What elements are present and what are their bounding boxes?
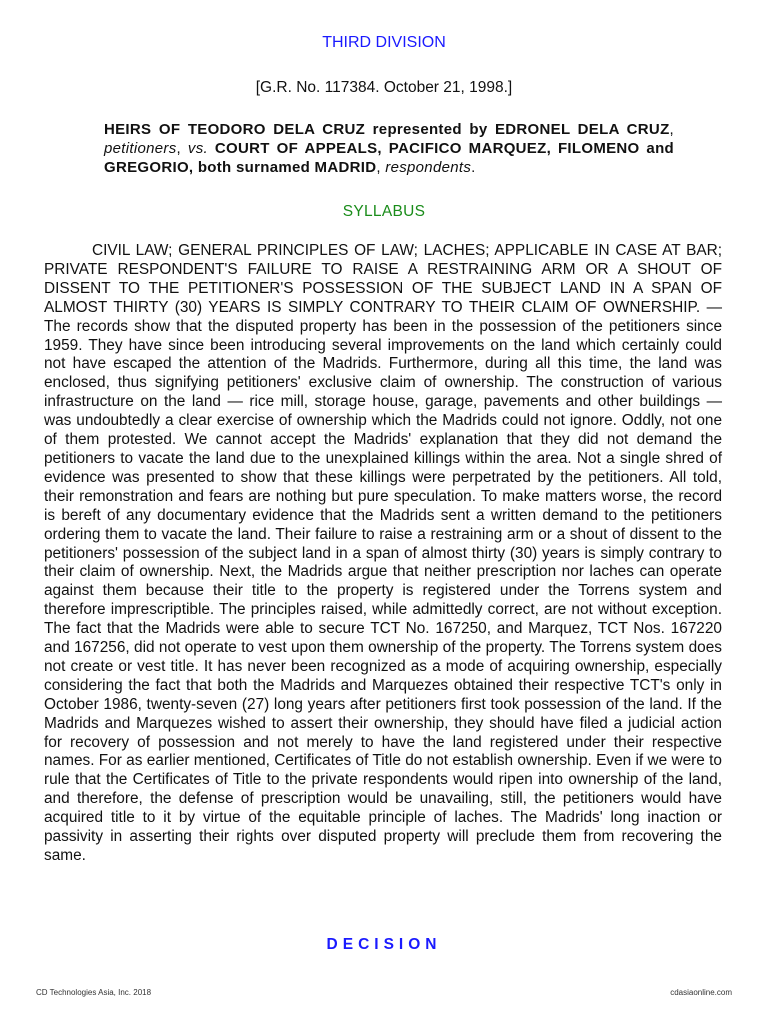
decision-heading: DECISION xyxy=(326,936,442,953)
versus-text: vs. xyxy=(187,140,208,157)
case-parties: HEIRS OF TEODORO DELA CRUZ represented by EDRONEL DELA CRUZ, petitioners, vs. COURT OF APPEALS, PACIFICO MARQUEZ, FILOMENO and GREGORIO, both surnamed MADRID, respondents. xyxy=(104,121,674,176)
gr-number: [G.R. No. 117384. October 21, 1998.] xyxy=(255,79,513,96)
syllabus-body: CIVIL LAW; GENERAL PRINCIPLES OF LAW; LACHES; APPLICABLE IN CASE AT BAR; PRIVATE RESPONDENT'S FAILURE TO RAISE A RESTRAINING ARM OR A SHOUT OF DISSENT TO THE PETITIONER'S POSSESSION OF THE SUBJECT LAND IN A SPAN OF ALMOST THIRTY (30) YEARS IS SIMPLY CONTRARY TO THEIR CLAIM OF OWNERSHIP. — The records show that the disputed property has been in the possession of the petitioners since 1959. They have since been introducing several improvements on the land which certainly could not have escaped the attention of the Madrids. Furthermore, during all this time, the land was enclosed, thus signifying petitioners' exclusive claim of ownership. The construction of various infrastructure on the land — rice mill, storage house, garage, pavements and other buildings — was undoubtedly a clear exercise of ownership which the Madrids could not ignore. Oddly, not one of them protested. We cannot accept the Madrids' explanation that they did not demand the petitioners to vacate the land due to the unexplained killings within the area. Not a single shred of evidence was presented to show that these killings were perpetrated by the petitioners. All told, their remonstration and fears are nothing but pure speculation. To make matters worse, the record is bereft of any documentary evidence that the Madrids sent a written demand to the petitioners ordering them to vacate the land. Their failure to raise a restraining arm or a shout of dissent to the petitioners' possession of the subject land in a span of almost thirty (30) years is simply contrary to their claim of ownership. Next, the Madrids argue that neither prescription nor laches can operate against them because their title to the property is registered under the Torrens system and therefore imprescriptible. The principles raised, while admittedly correct, are not without exception. The fact that the Madrids were able to secure TCT No. 167250, and Marquez, TCT Nos. 167220 and 167256, did not operate to vest upon them ownership of the property. The Torrens system does not create or vest title. It has never been recognized as a mode of acquiring ownership, especially considering the fact that both the Madrids and Marquezes obtained their respective TCT's only in October 1986, twenty-seven (27) long years after petitioners first took possession of the land. If the Madrids and Marquezes wished to assert their ownership, they should have filed a judicial action for recovery of possession and not merely to have the land registered under their respective names. For as earlier mentioned, Certificates of Title do not establish ownership. Even if we were to rule that the Certificates of Title to the private respondents would ripen into ownership of the land, and therefore, the defense of prescription would be unavailing, still, the petitioners would have acquired title to it by virtue of the equitable principle of laches. The Madrids' long inaction or passivity in asserting their rights over disputed property will preclude them from recovering the same. xyxy=(44,242,722,864)
syllabus-heading: SYLLABUS xyxy=(342,203,426,220)
footer-website: cdasiaonline.com xyxy=(670,988,732,997)
petitioners-role: petitioners xyxy=(104,140,177,157)
respondents-role: respondents xyxy=(385,159,472,176)
respondents-name: COURT OF APPEALS, PACIFICO MARQUEZ, FILOMENO and GREGORIO, both surnamed MADRID xyxy=(104,140,674,176)
petitioners-name: HEIRS OF TEODORO DELA CRUZ represented by EDRONEL DELA CRUZ xyxy=(104,121,670,138)
footer-publisher: CD Technologies Asia, Inc. 2018 xyxy=(36,988,152,997)
division-heading: THIRD DIVISION xyxy=(322,34,446,51)
